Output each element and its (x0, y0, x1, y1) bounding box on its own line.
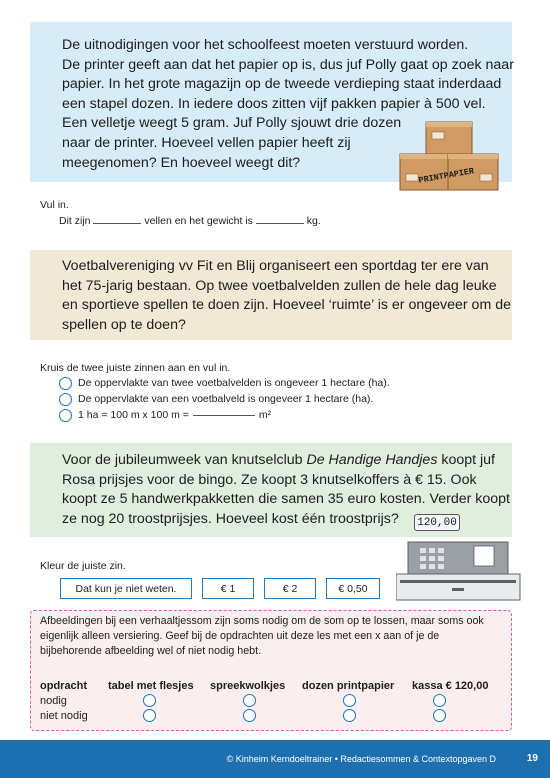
option-label: De oppervlakte van een voetbalveld is ongeveer 1 hectare (ha). (78, 393, 374, 405)
club-name: De Handige Handjes (306, 452, 438, 468)
footer-text: © Kinheim Kerndoeltrainer • Redactiesommen & Contextopgaven D (226, 754, 496, 764)
grid-checkbox[interactable] (143, 709, 156, 722)
task2-instruction: Kruis de twee juiste zinnen aan en vul in. (40, 362, 231, 374)
task2-option[interactable] (59, 392, 373, 406)
area-answer-blank[interactable] (193, 415, 255, 416)
weight-answer-blank[interactable] (256, 223, 304, 224)
task1-line: papier. In het grote magazijn op de tweede verdieping staat inderdaad (62, 76, 502, 93)
sheets-answer-blank[interactable] (93, 223, 141, 224)
task1-line: De printer geeft aan dat het papier op is, dus juf Polly gaat op zoek naar (62, 56, 514, 73)
task1-line: meegenomen? En hoeveel weegt dit? (62, 154, 301, 171)
task1-answer-part: kg. (306, 215, 321, 227)
answer-choice-button[interactable]: Dat kun je niet weten. (60, 578, 192, 599)
page-number: 19 (526, 753, 538, 764)
task2-option[interactable] (59, 408, 271, 422)
formula-label: 1 ha = 100 m x 100 m = (78, 409, 189, 421)
column-header: spreekwolkjes (210, 680, 286, 692)
task2-panel (30, 250, 512, 340)
task1-line: Een velletje weegt 5 gram. Juf Polly sjouwt drie dozen (62, 115, 402, 132)
column-header: tabel met flesjes (108, 680, 194, 692)
answer-choice-button[interactable]: € 2 (264, 578, 316, 599)
box-label: PRINTPAPIER (417, 166, 475, 186)
task2-option[interactable] (59, 376, 390, 390)
task1-answer-part: vellen en het gewicht is (144, 215, 253, 227)
row-label: niet nodig (40, 710, 88, 722)
column-header: opdracht (40, 680, 88, 692)
checkbox-circle[interactable] (59, 377, 72, 390)
task1-line: De uitnodigingen voor het schoolfeest moeten verstuurd worden. (62, 37, 469, 53)
task1-answer-part: Dit zijn (59, 215, 91, 227)
task1-line: een stapel dozen. In iedere doos zitten vijf pakken papier à 500 vel. (62, 95, 486, 112)
task2-text: Voetbalvereniging vv Fit en Blij organiseert een sportdag ter ere van het 75-jarig bestaan. Op twee voetbalvelden zullen de hele dag leuke en sportieve spellen te doen zijn. Hoeveel ‘ruimte’ is er ongeveer om de spellen op te doen? (62, 258, 511, 333)
box-icon (426, 122, 472, 154)
illustration-question-text: Afbeeldingen bij een verhaaltjessom zijn soms nodig om de som op te lossen, maar soms ook eigenlijk alleen versiering. Geef bij de opdrachten uit deze les met een x aan of je de bijbehorende afbeelding wel of niet nodig hebt. (40, 615, 484, 658)
task3-text-part: koopt juf Rosa prijsjes voor de bingo. Ze koopt 3 knutselkoffers à € 15. Ook koopt ze 5 handwerkpakketten die samen 35 euro kosten. Verder koopt ze nog 20 troostprijsjes. Hoeveel kost één troostprijs? (62, 452, 510, 527)
grid-checkbox[interactable] (243, 709, 256, 722)
paper-boxes-illustration (394, 118, 506, 198)
grid-checkbox[interactable] (343, 694, 356, 707)
answer-choice-button[interactable]: € 1 (202, 578, 254, 599)
column-header: dozen printpapier (302, 680, 395, 692)
task3-instruction: Kleur de juiste zin. (40, 560, 126, 572)
option-label: De oppervlakte van twee voetbalvelden is ongeveer 1 hectare (ha). (78, 377, 390, 389)
grid-checkbox[interactable] (343, 709, 356, 722)
grid-checkbox[interactable] (143, 694, 156, 707)
grid-checkbox[interactable] (433, 694, 446, 707)
task1-line: naar de printer. Hoeveel vellen papier heeft zij (62, 134, 351, 151)
grid-checkbox[interactable] (433, 709, 446, 722)
cash-register-illustration (396, 540, 526, 602)
task3-text-part: Voor de jubileumweek van knutselclub (62, 452, 307, 468)
task1-answer (59, 214, 321, 228)
formula-unit: m² (258, 409, 272, 421)
register-display-badge: 120,00 (414, 514, 460, 531)
page-footer (0, 740, 550, 778)
answer-choice-button[interactable]: € 0,50 (326, 578, 380, 599)
column-header: kassa € 120,00 (412, 680, 489, 692)
checkbox-circle[interactable] (59, 393, 72, 406)
task1-instruction: Vul in. (40, 199, 69, 211)
checkbox-circle[interactable] (59, 409, 72, 422)
grid-checkbox[interactable] (243, 694, 256, 707)
row-label: nodig (40, 695, 67, 707)
